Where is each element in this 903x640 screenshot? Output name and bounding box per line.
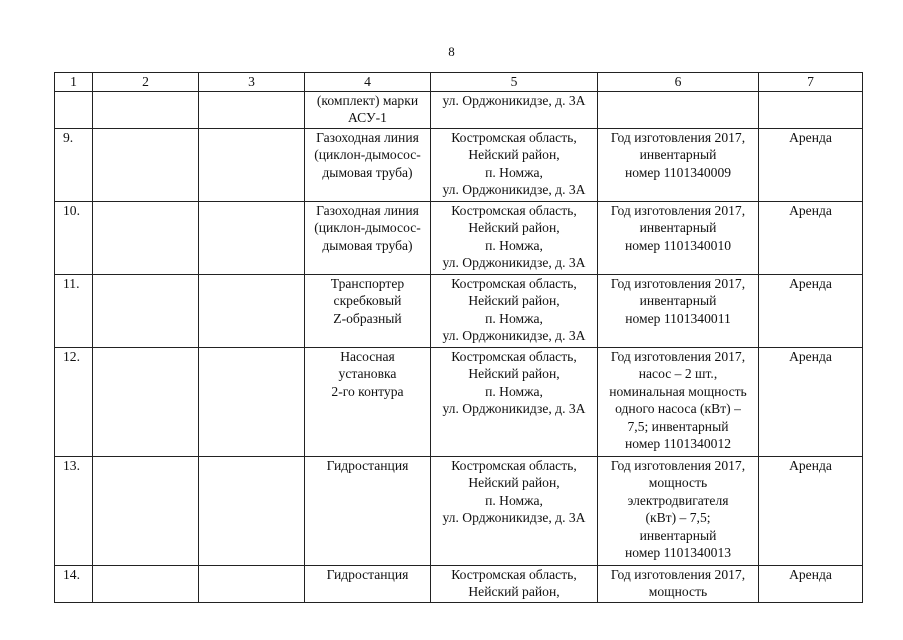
address-cell [431,347,598,456]
characteristics-line: инвентарный [639,147,717,162]
header-cell: 6 [598,73,759,92]
object-name-line: Газоходная линия [316,202,419,218]
address-line: ул. Орджоникидзе, д. 3А [442,510,586,525]
address-line: ул. Орджоникидзе, д. 3А [442,92,586,108]
empty-cell [93,91,199,128]
empty-cell [93,456,199,565]
characteristics-line: насос – 2 шт., [638,366,718,381]
basis-cell: Аренда [759,565,863,602]
characteristics-line: номер 1101340011 [625,310,731,326]
header-cell: 2 [93,73,199,92]
address-line: Нейский район, [468,220,560,235]
address-line: п. Номжа, [485,164,543,180]
address-line: Костромская область, [451,129,577,145]
empty-cell [93,201,199,274]
basis-cell: Аренда [759,456,863,565]
address-line: Костромская область, [451,202,577,218]
table-row [55,201,863,274]
address-line: Костромская область, [451,457,577,473]
table-row [55,456,863,565]
characteristics-line: Год изготовления 2017, [610,129,746,145]
characteristics-line: мощность [648,475,708,490]
empty-cell [199,347,305,456]
object-name-cell [305,201,431,274]
table-row [55,274,863,347]
characteristics-line: инвентарный [639,527,717,543]
address-line: п. Номжа, [485,492,543,508]
object-name-line: АСУ-1 [348,110,387,125]
characteristics-cell [598,128,759,201]
object-name-line: Транспортер [330,275,405,291]
object-name-cell [305,274,431,347]
characteristics-line: 7,5; инвентарный [627,418,729,434]
address-line: ул. Орджоникидзе, д. 3А [442,328,586,343]
address-cell [431,91,598,128]
address-line: п. Номжа, [485,310,543,326]
row-number-cell: 13. [55,456,93,565]
object-name-line: дымовая труба) [322,164,413,180]
row-number-cell: 11. [55,274,93,347]
basis-cell: Аренда [759,274,863,347]
empty-cell [93,565,199,602]
characteristics-line: номер 1101340013 [624,545,732,560]
object-name-cell [305,347,431,456]
basis-cell: Аренда [759,201,863,274]
address-line: Нейский район, [468,293,560,308]
header-cell: 5 [431,73,598,92]
empty-cell [199,128,305,201]
characteristics-line: Год изготовления 2017, [610,202,746,218]
basis-cell: Аренда [759,128,863,201]
object-name-line: скребковый [333,293,402,308]
characteristics-line: одного насоса (кВт) – [615,401,741,416]
basis-cell [759,91,863,128]
object-name-line: Z-образный [333,310,402,326]
row-number-cell: 9. [55,128,93,201]
basis-cell: Аренда [759,347,863,456]
address-cell [431,456,598,565]
address-line: Костромская область, [451,348,577,364]
header-cell: 4 [305,73,431,92]
characteristics-cell [598,456,759,565]
object-name-line: (циклон-дымосос- [314,220,421,235]
address-line: Костромская область, [451,275,577,291]
page-number: 8 [448,44,455,59]
object-name-line: (циклон-дымосос- [314,147,421,162]
characteristics-cell [598,201,759,274]
header-cell: 1 [55,73,93,92]
table-body [55,73,863,603]
object-name-line: Насосная [340,348,395,364]
table-row [55,347,863,456]
characteristics-cell [598,347,759,456]
characteristics-line: Год изготовления 2017, [610,566,746,582]
address-line: Нейский район, [468,147,560,162]
characteristics-line: Год изготовления 2017, [610,348,746,364]
object-name-line: Гидростанция [326,457,409,473]
address-line: Нейский район, [468,475,560,490]
address-line: Костромская область, [451,566,577,582]
row-number-cell [55,91,93,128]
characteristics-cell [598,565,759,602]
characteristics-line: электродвигателя [627,492,729,508]
row-number-cell: 14. [55,565,93,602]
characteristics-line: номер 1101340012 [624,436,732,451]
address-line: Нейский район, [468,584,560,599]
table-row [55,128,863,201]
property-table [54,72,863,603]
characteristics-line: (кВт) – 7,5; [645,510,711,525]
object-name-cell [305,565,431,602]
object-name-line: дымовая труба) [322,237,413,253]
characteristics-line: номер 1101340010 [624,237,732,253]
object-name-cell [305,91,431,128]
table-header-row [55,73,863,92]
object-name-cell [305,456,431,565]
empty-cell [199,565,305,602]
address-line: ул. Орджоникидзе, д. 3А [442,255,586,270]
object-name-cell [305,128,431,201]
object-name-line: 2-го контура [331,383,404,399]
characteristics-line: номинальная мощность [609,383,747,399]
characteristics-line: инвентарный [639,293,717,308]
header-cell: 7 [759,73,863,92]
address-cell [431,128,598,201]
object-name-line: установка [338,366,397,381]
characteristics-cell [598,91,759,128]
empty-cell [199,456,305,565]
characteristics-cell [598,274,759,347]
address-line: ул. Орджоникидзе, д. 3А [442,401,586,416]
characteristics-line: номер 1101340009 [624,164,732,180]
address-cell [431,565,598,602]
characteristics-line: инвентарный [639,220,717,235]
empty-cell [199,91,305,128]
address-line: ул. Орджоникидзе, д. 3А [442,182,586,197]
address-line: п. Номжа, [485,383,543,399]
row-number-cell: 10. [55,201,93,274]
address-cell [431,274,598,347]
table-row [55,91,863,128]
object-name-line: Газоходная линия [316,129,419,145]
address-cell [431,201,598,274]
empty-cell [93,274,199,347]
header-cell: 3 [199,73,305,92]
empty-cell [93,128,199,201]
empty-cell [93,347,199,456]
table-row [55,565,863,602]
characteristics-line: Год изготовления 2017, [610,275,746,291]
characteristics-line: мощность [648,584,708,599]
address-line: п. Номжа, [485,237,543,253]
empty-cell [199,274,305,347]
characteristics-line: Год изготовления 2017, [610,457,746,473]
address-line: Нейский район, [468,366,560,381]
row-number-cell: 12. [55,347,93,456]
object-name-line: Гидростанция [326,566,409,582]
empty-cell [199,201,305,274]
object-name-line: (комплект) марки [316,92,419,108]
